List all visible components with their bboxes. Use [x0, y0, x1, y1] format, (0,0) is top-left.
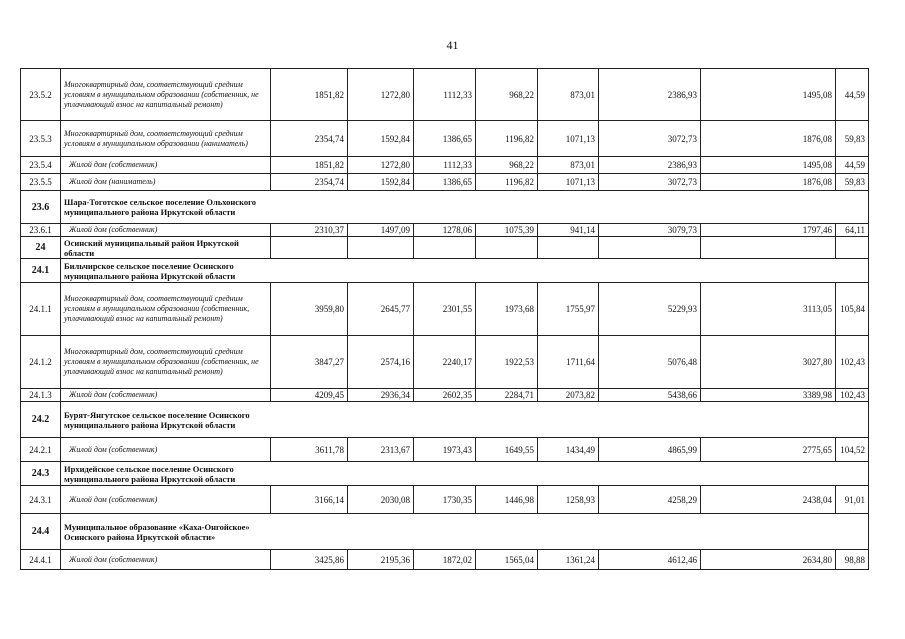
- cell-value: 2645,77: [348, 283, 414, 336]
- cell-value: 1851,82: [271, 69, 348, 121]
- row-code: 24: [21, 237, 61, 259]
- cell-value: 102,43: [836, 389, 869, 402]
- row-code: 24.2.1: [21, 438, 61, 462]
- table-row: [21, 550, 869, 570]
- cell-value: 44,59: [836, 69, 869, 121]
- table-row: [21, 486, 869, 514]
- row-code: 24.4: [21, 514, 61, 550]
- row-code: 24.4.1: [21, 550, 61, 570]
- cell-value: 1592,84: [348, 174, 414, 191]
- cell-value: 1973,68: [476, 283, 538, 336]
- table-row: [21, 157, 869, 174]
- table-row: [21, 389, 869, 402]
- empty-cell: [538, 237, 599, 259]
- cell-value: 1112,33: [414, 157, 476, 174]
- cell-value: 1272,80: [348, 157, 414, 174]
- cell-value: 1446,98: [476, 486, 538, 514]
- cell-value: 1071,13: [538, 174, 599, 191]
- cell-value: 2386,93: [599, 157, 701, 174]
- cell-value: 4258,29: [599, 486, 701, 514]
- row-description: Жилой дом (собственник): [61, 224, 271, 237]
- cell-value: 2438,04: [701, 486, 836, 514]
- cell-value: 2602,35: [414, 389, 476, 402]
- cell-value: 1876,08: [701, 174, 836, 191]
- section-title: Ирхидейское сельское поселение Осинского муниципального района Иркутской области: [61, 462, 869, 486]
- cell-value: 2574,16: [348, 336, 414, 389]
- tariff-table: [20, 68, 869, 570]
- cell-value: 3166,14: [271, 486, 348, 514]
- table-row: [21, 336, 869, 389]
- empty-cell: [348, 237, 414, 259]
- cell-value: 3072,73: [599, 174, 701, 191]
- cell-value: 968,22: [476, 69, 538, 121]
- row-code: 24.1.3: [21, 389, 61, 402]
- cell-value: 1922,53: [476, 336, 538, 389]
- table-row: [21, 283, 869, 336]
- cell-value: 64,11: [836, 224, 869, 237]
- row-code: 24.1.2: [21, 336, 61, 389]
- cell-value: 1497,09: [348, 224, 414, 237]
- row-description: Жилой дом (собственник): [61, 550, 271, 570]
- cell-value: 4209,45: [271, 389, 348, 402]
- cell-value: 1649,55: [476, 438, 538, 462]
- row-description: Многоквартирный дом, соответствующий средним условиям в муниципальном образовании (собственник, не уплачивающий взнос на капитальный ремонт): [61, 69, 271, 121]
- cell-value: 3425,86: [271, 550, 348, 570]
- cell-value: 941,14: [538, 224, 599, 237]
- section-title: Осинский муниципальный район Иркутской области: [61, 237, 271, 259]
- cell-value: 2073,82: [538, 389, 599, 402]
- cell-value: 1278,06: [414, 224, 476, 237]
- cell-value: 2354,74: [271, 174, 348, 191]
- cell-value: 3847,27: [271, 336, 348, 389]
- cell-value: 1075,39: [476, 224, 538, 237]
- row-description: Жилой дом (собственник): [61, 486, 271, 514]
- cell-value: 1851,82: [271, 157, 348, 174]
- table-row: [21, 174, 869, 191]
- page-number: 41: [446, 38, 459, 52]
- cell-value: 3113,05: [701, 283, 836, 336]
- empty-cell: [414, 237, 476, 259]
- row-description: Многоквартирный дом, соответствующий средним условиям в муниципальном образовании (наниматель): [61, 121, 271, 157]
- cell-value: 59,83: [836, 174, 869, 191]
- cell-value: 1797,46: [701, 224, 836, 237]
- section-row: [21, 191, 869, 224]
- cell-value: 1386,65: [414, 121, 476, 157]
- cell-value: 1258,93: [538, 486, 599, 514]
- cell-value: 91,01: [836, 486, 869, 514]
- cell-value: 3079,73: [599, 224, 701, 237]
- cell-value: 3027,80: [701, 336, 836, 389]
- row-code: 23.5.3: [21, 121, 61, 157]
- section-row: [21, 237, 869, 259]
- cell-value: 1495,08: [701, 69, 836, 121]
- empty-cell: [271, 237, 348, 259]
- row-code: 24.2: [21, 402, 61, 438]
- cell-value: 1872,02: [414, 550, 476, 570]
- cell-value: 1361,24: [538, 550, 599, 570]
- row-description: Многоквартирный дом, соответствующий средним условиям в муниципальном образовании (собственник, уплачивающий взнос на капитальный ремонт): [61, 283, 271, 336]
- cell-value: 1071,13: [538, 121, 599, 157]
- cell-value: 1196,82: [476, 174, 538, 191]
- section-title: Бурят-Янгутское сельское поселение Осинского муниципального района Иркутской области: [61, 402, 869, 438]
- row-code: 24.1: [21, 259, 61, 283]
- row-code: 23.5.5: [21, 174, 61, 191]
- cell-value: 1386,65: [414, 174, 476, 191]
- row-description: Жилой дом (собственник): [61, 157, 271, 174]
- cell-value: 1272,80: [348, 69, 414, 121]
- cell-value: 873,01: [538, 157, 599, 174]
- row-description: Жилой дом (собственник): [61, 438, 271, 462]
- cell-value: 1755,97: [538, 283, 599, 336]
- cell-value: 1730,35: [414, 486, 476, 514]
- cell-value: 59,83: [836, 121, 869, 157]
- cell-value: 2240,17: [414, 336, 476, 389]
- empty-cell: [836, 237, 869, 259]
- row-code: 23.5.2: [21, 69, 61, 121]
- row-code: 24.3.1: [21, 486, 61, 514]
- section-row: [21, 462, 869, 486]
- row-description: Жилой дом (наниматель): [61, 174, 271, 191]
- row-code: 23.6.1: [21, 224, 61, 237]
- table-row: [21, 121, 869, 157]
- section-title: Шара-Тоготское сельское поселение Ольхонского муниципального района Иркутской области: [61, 191, 869, 224]
- cell-value: 2301,55: [414, 283, 476, 336]
- cell-value: 1434,49: [538, 438, 599, 462]
- empty-cell: [476, 237, 538, 259]
- cell-value: 104,52: [836, 438, 869, 462]
- section-row: [21, 514, 869, 550]
- cell-value: 2936,34: [348, 389, 414, 402]
- cell-value: 2313,67: [348, 438, 414, 462]
- cell-value: 4612,46: [599, 550, 701, 570]
- cell-value: 1565,04: [476, 550, 538, 570]
- cell-value: 873,01: [538, 69, 599, 121]
- row-code: 24.3: [21, 462, 61, 486]
- table-row: [21, 224, 869, 237]
- cell-value: 2284,71: [476, 389, 538, 402]
- row-code: 23.6: [21, 191, 61, 224]
- section-title: Муниципальное образование «Каха-Онгойское» Осинского района Иркутской области»: [61, 514, 869, 550]
- cell-value: 3072,73: [599, 121, 701, 157]
- section-row: [21, 259, 869, 283]
- cell-value: 2310,37: [271, 224, 348, 237]
- cell-value: 2775,65: [701, 438, 836, 462]
- section-title: Бильчирское сельское поселение Осинского муниципального района Иркутской области: [61, 259, 869, 283]
- cell-value: 968,22: [476, 157, 538, 174]
- cell-value: 1876,08: [701, 121, 836, 157]
- cell-value: 1592,84: [348, 121, 414, 157]
- section-row: [21, 402, 869, 438]
- cell-value: 3959,80: [271, 283, 348, 336]
- cell-value: 105,84: [836, 283, 869, 336]
- cell-value: 4865,99: [599, 438, 701, 462]
- cell-value: 1495,08: [701, 157, 836, 174]
- cell-value: 5076,48: [599, 336, 701, 389]
- cell-value: 2030,08: [348, 486, 414, 514]
- table-row: [21, 438, 869, 462]
- empty-cell: [701, 237, 836, 259]
- cell-value: 1196,82: [476, 121, 538, 157]
- cell-value: 2354,74: [271, 121, 348, 157]
- cell-value: 1112,33: [414, 69, 476, 121]
- empty-cell: [599, 237, 701, 259]
- cell-value: 1711,64: [538, 336, 599, 389]
- cell-value: 44,59: [836, 157, 869, 174]
- cell-value: 98,88: [836, 550, 869, 570]
- table-row: [21, 69, 869, 121]
- row-description: Жилой дом (собственник): [61, 389, 271, 402]
- cell-value: 2634,80: [701, 550, 836, 570]
- cell-value: 3389,98: [701, 389, 836, 402]
- cell-value: 1973,43: [414, 438, 476, 462]
- cell-value: 102,43: [836, 336, 869, 389]
- cell-value: 5438,66: [599, 389, 701, 402]
- cell-value: 2386,93: [599, 69, 701, 121]
- row-code: 23.5.4: [21, 157, 61, 174]
- cell-value: 5229,93: [599, 283, 701, 336]
- row-code: 24.1.1: [21, 283, 61, 336]
- cell-value: 3611,78: [271, 438, 348, 462]
- cell-value: 2195,36: [348, 550, 414, 570]
- row-description: Многоквартирный дом, соответствующий средним условиям в муниципальном образовании (собственник, не уплачивающий взнос на капитальный ремонт): [61, 336, 271, 389]
